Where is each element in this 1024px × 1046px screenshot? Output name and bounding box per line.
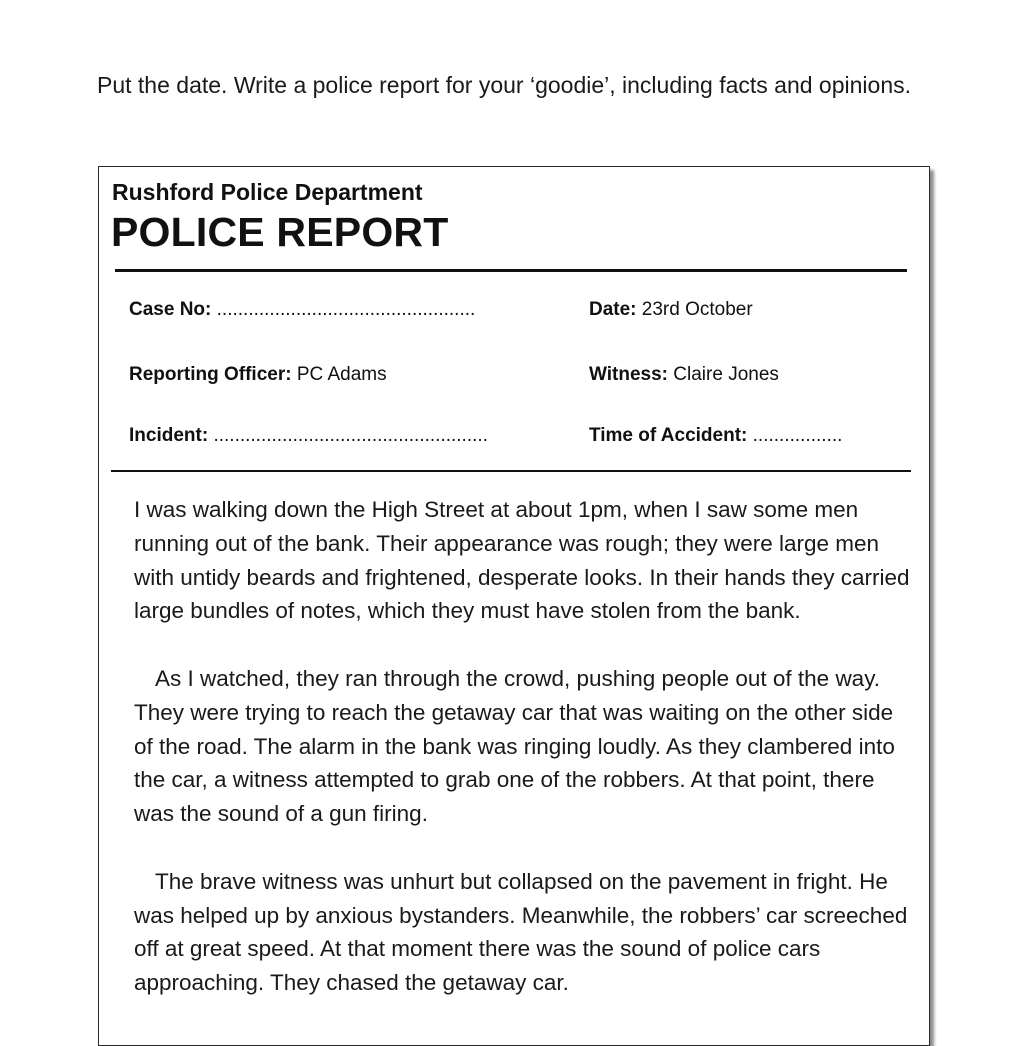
case-no-value: ................................................. bbox=[216, 299, 476, 320]
header-divider bbox=[115, 269, 907, 272]
incident-field bbox=[129, 425, 488, 447]
instruction-text: Put the date. Write a police report for your ‘goodie’, including facts and opinions. bbox=[97, 72, 911, 98]
date-value: 23rd October bbox=[641, 299, 753, 320]
witness-label: Witness: bbox=[589, 364, 669, 385]
witness-value: Claire Jones bbox=[673, 364, 779, 385]
case-no-field bbox=[129, 299, 475, 321]
report-body bbox=[134, 493, 914, 1034]
department-name: Rushford Police Department bbox=[112, 179, 423, 205]
reporting-officer-label: Reporting Officer: bbox=[129, 364, 292, 385]
incident-value: .................................................... bbox=[213, 425, 488, 446]
incident-label: Incident: bbox=[129, 425, 209, 446]
fields-divider bbox=[111, 470, 911, 472]
report-title: POLICE REPORT bbox=[111, 209, 449, 255]
report-paragraph-1: I was walking down the High Street at about 1pm, when I saw some men running out of the bank. Their appearance was rough; they were large men with untidy beards and frightened, desperate looks. In their hands they carried large bundles of notes, which they must have stolen from the bank. bbox=[134, 497, 910, 624]
reporting-officer-value: PC Adams bbox=[296, 364, 387, 385]
police-report-form bbox=[98, 166, 930, 1046]
case-no-label: Case No: bbox=[129, 299, 212, 320]
report-paragraph-2: As I watched, they ran through the crowd, pushing people out of the way. They were trying to reach the getaway car that was waiting on the other side of the road. The alarm in the bank was ringing loudly. As they clambered into the car, a witness attempted to grab one of the robbers. At that point, there was the sound of a gun firing. bbox=[134, 665, 895, 827]
witness-field bbox=[589, 364, 779, 386]
date-field bbox=[589, 299, 753, 321]
date-label: Date: bbox=[589, 299, 637, 320]
time-of-accident-value: ................. bbox=[752, 425, 843, 446]
time-of-accident-label: Time of Accident: bbox=[589, 425, 748, 446]
time-of-accident-field bbox=[589, 425, 842, 447]
report-paragraph-3: The brave witness was unhurt but collapsed on the pavement in fright. He was helped up by anxious bystanders. Meanwhile, the robbers’ car screeched off at great speed. At that moment there was the sound of police cars approaching. They chased the getaway car. bbox=[134, 868, 908, 996]
reporting-officer-field bbox=[129, 364, 387, 386]
